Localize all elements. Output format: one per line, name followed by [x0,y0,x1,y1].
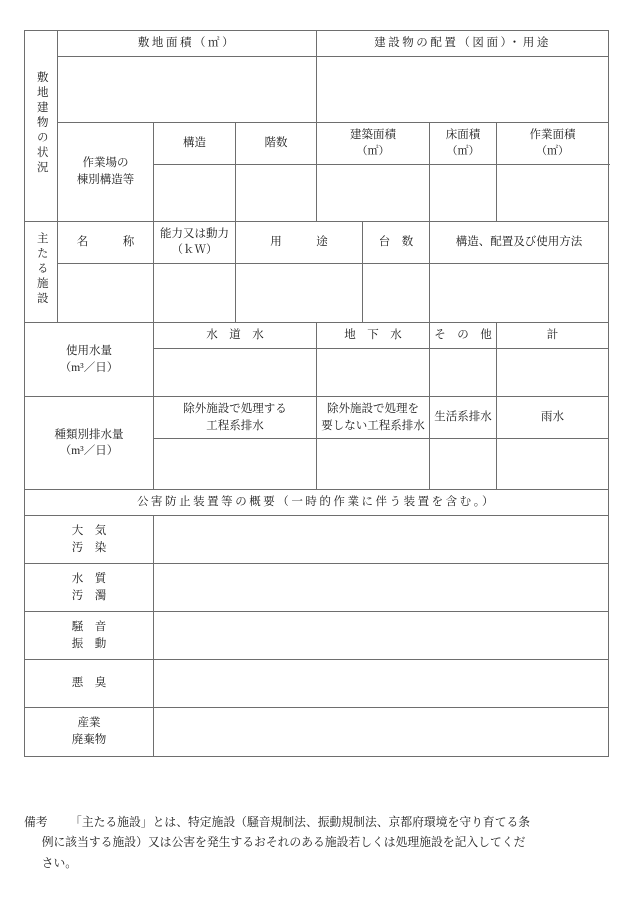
input-facility-name[interactable] [58,264,154,323]
header-ground-water: 地 下 水 [317,323,430,349]
input-structure[interactable] [154,164,236,221]
header-floors: 階数 [236,122,317,164]
label-water-usage-text: 使用水量 （m³／日） [59,344,119,374]
title-pollution-control: 公害防止装置等の概要（一時的作業に伴う装置を含む。） [25,490,609,516]
table-row-facility-header [25,221,609,263]
input-air-pollution[interactable] [154,516,609,564]
header-capacity-power: 能力又は動力 （ｋＷ） [154,221,236,263]
label-odor: 悪 臭 [25,660,154,708]
vertical-label-main-facility [25,221,58,322]
input-capacity-power[interactable] [154,264,236,323]
input-work-area[interactable] [497,164,609,221]
table-row-pollution-title [25,490,609,516]
input-building-layout[interactable] [317,56,609,122]
header-building-layout: 建設物の配置（図面）・用途 [317,31,609,57]
input-drainage-untreated[interactable] [317,439,430,490]
remarks-line-3: さい。 [41,855,78,870]
input-drainage-treated[interactable] [154,439,317,490]
header-floor-area: 床面積 （㎡） [430,122,497,164]
label-drainage [25,397,154,490]
input-drainage-domestic[interactable] [430,439,497,490]
input-facility-use[interactable] [236,264,363,323]
table-row-water-header [25,323,609,349]
input-water-total[interactable] [497,349,609,397]
table-row-site-header [25,31,609,57]
header-site-area: 敷地面積（㎡） [58,31,317,57]
input-odor[interactable] [154,660,609,708]
remarks-note [24,812,610,873]
header-building-area: 建築面積 （㎡） [317,122,430,164]
input-floor-area[interactable] [430,164,497,221]
table-row-site-inputs [25,56,609,122]
header-facility-use: 用 途 [236,221,363,263]
input-site-area[interactable] [58,56,317,122]
input-structure-placement-method[interactable] [430,264,609,323]
header-other-water: そ の 他 [430,323,497,349]
vertical-label-site-building [25,31,58,222]
vertical-label-site-building-text: 敷地建物の状況 [35,70,48,176]
vertical-label-main-facility-text: 主たる施設 [35,231,48,307]
input-ground-water[interactable] [317,349,430,397]
label-water-usage [25,323,154,397]
remarks-line-1 [24,812,610,832]
input-drainage-rainwater[interactable] [497,439,609,490]
remarks-line-2: 例に該当する施設）又は公害を発生するおそれのある施設若しくは処理施設を記入してくだ [41,835,526,850]
table-row-facility-inputs [25,264,609,323]
table-row-water-pollution [25,564,609,612]
header-tap-water: 水 道 水 [154,323,317,349]
input-industrial-waste[interactable] [154,708,609,757]
input-unit-count[interactable] [363,264,430,323]
header-structure: 構造 [154,122,236,164]
table-row-industrial-waste [25,708,609,757]
label-workshop-structure-text: 作業場の 棟別構造等 [76,157,135,186]
header-unit-count: 台 数 [363,221,430,263]
facility-survey-form [24,30,609,757]
label-drainage-text: 種類別排水量 （m³／日） [54,428,124,458]
table-row-odor [25,660,609,708]
table-row-air-pollution [25,516,609,564]
input-floors[interactable] [236,164,317,221]
header-drainage-untreated: 除外施設で処理を 要しない工程系排水 [317,397,430,439]
header-drainage-domestic: 生活系排水 [430,397,497,439]
label-workshop-structure [58,122,154,221]
input-other-water[interactable] [430,349,497,397]
input-water-pollution[interactable] [154,564,609,612]
label-noise-vibration: 騒 音 振 動 [25,612,154,660]
label-water-pollution: 水 質 汚 濁 [25,564,154,612]
header-drainage-rainwater: 雨水 [497,397,609,439]
header-drainage-treated: 除外施設で処理する 工程系排水 [154,397,317,439]
label-industrial-waste: 産業 廃棄物 [25,708,154,757]
input-building-area[interactable] [317,164,430,221]
table-row-drainage-header [25,397,609,439]
table-row-noise-vibration [25,612,609,660]
input-noise-vibration[interactable] [154,612,609,660]
input-tap-water[interactable] [154,349,317,397]
remarks-text-1: 「主たる施設」とは、特定施設（騒音規制法、振動規制法、京都府環境を守り育てる条 [70,815,531,829]
remarks-label: 備考 [24,815,48,829]
header-water-total: 計 [497,323,609,349]
header-structure-placement-method: 構造、配置及び使用方法 [430,221,609,263]
header-facility-name: 名 称 [58,221,154,263]
label-air-pollution: 大 気 汚 染 [25,516,154,564]
header-work-area: 作業面積 （㎡） [497,122,609,164]
table-row-workshop-header [25,122,609,164]
